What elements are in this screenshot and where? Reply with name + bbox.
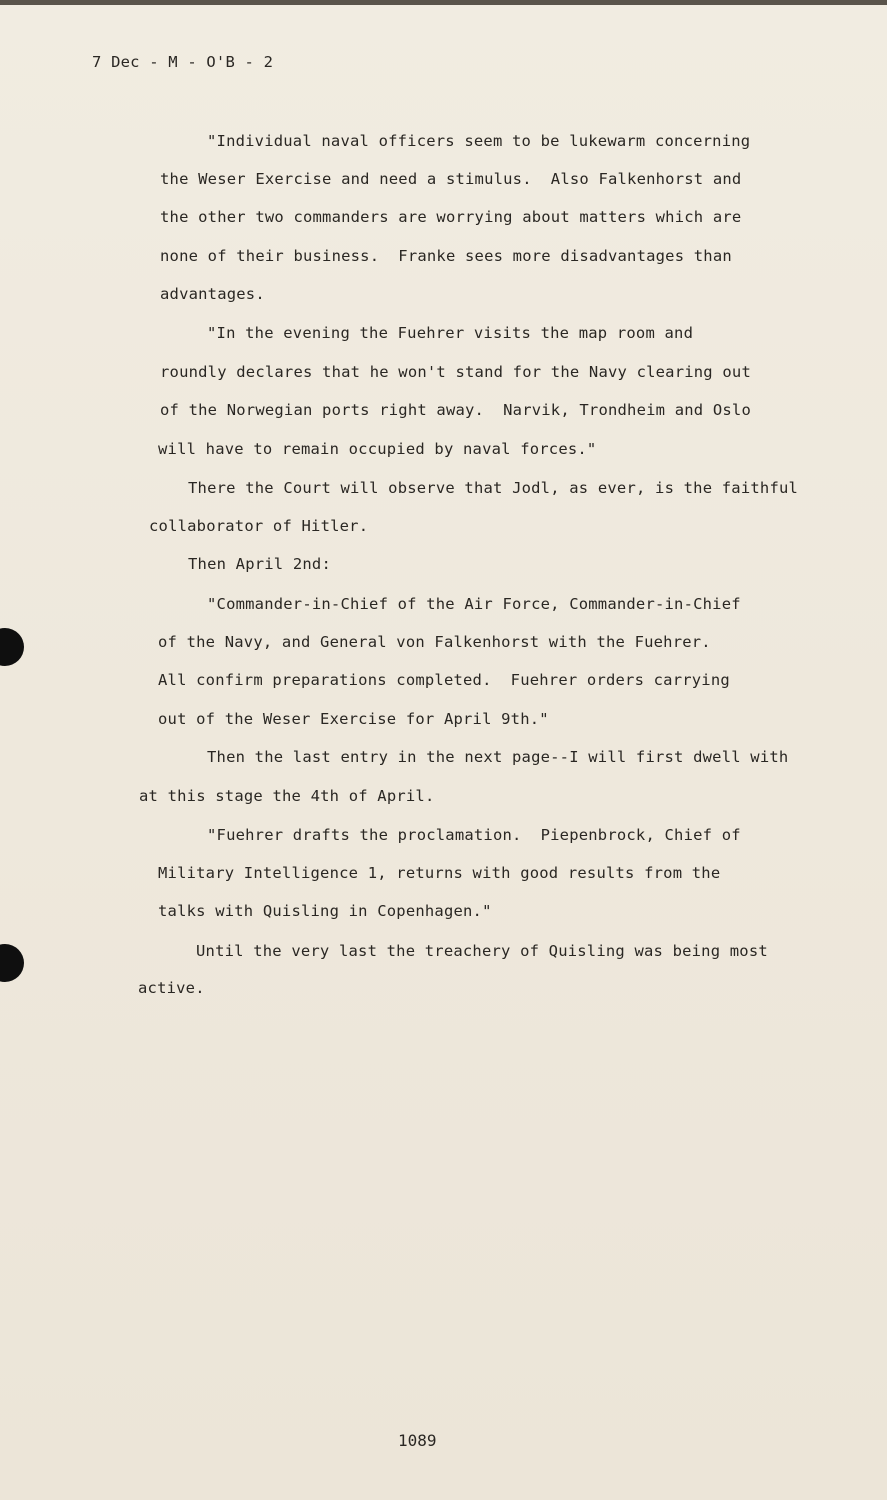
page-top-edge [0,0,887,5]
text-line: There the Court will observe that Jodl, as ever, is the faithful [188,479,799,497]
text-line: Military Intelligence 1, returns with good results from the [158,864,721,882]
text-line: at this stage the 4th of April. [139,787,435,805]
text-line: roundly declares that he won't stand for the Navy clearing out [160,363,751,381]
text-line: Until the very last the treachery of Quisling was being most [196,942,768,960]
text-line: Then April 2nd: [188,555,331,573]
text-line: All confirm preparations completed. Fuehrer orders carrying [158,671,730,689]
text-line: the Weser Exercise and need a stimulus. Also Falkenhorst and [160,170,742,188]
punch-hole [0,944,24,982]
text-line: "Fuehrer drafts the proclamation. Piepenbrock, Chief of [207,826,741,844]
text-line: collaborator of Hitler. [149,517,369,535]
text-line: Then the last entry in the next page--I will first dwell with [207,748,789,766]
punch-hole [0,628,24,666]
text-line: of the Navy, and General von Falkenhorst with the Fuehrer. [158,633,711,651]
text-line: talks with Quisling in Copenhagen." [158,902,492,920]
text-line: will have to remain occupied by naval forces." [158,440,597,458]
text-line: out of the Weser Exercise for April 9th." [158,710,549,728]
text-line: of the Norwegian ports right away. Narvik, Trondheim and Oslo [160,401,751,419]
text-line: "In the evening the Fuehrer visits the map room and [207,324,694,342]
text-line: "Commander-in-Chief of the Air Force, Commander-in-Chief [207,595,741,613]
text-line: "Individual naval officers seem to be lukewarm concerning [207,132,751,150]
page-number: 1089 [398,1431,437,1450]
text-line: none of their business. Franke sees more disadvantages than [160,247,732,265]
header-reference: 7 Dec - M - O'B - 2 [92,53,274,71]
text-line: active. [138,979,205,997]
text-line: the other two commanders are worrying about matters which are [160,208,742,226]
text-line: advantages. [160,285,265,303]
